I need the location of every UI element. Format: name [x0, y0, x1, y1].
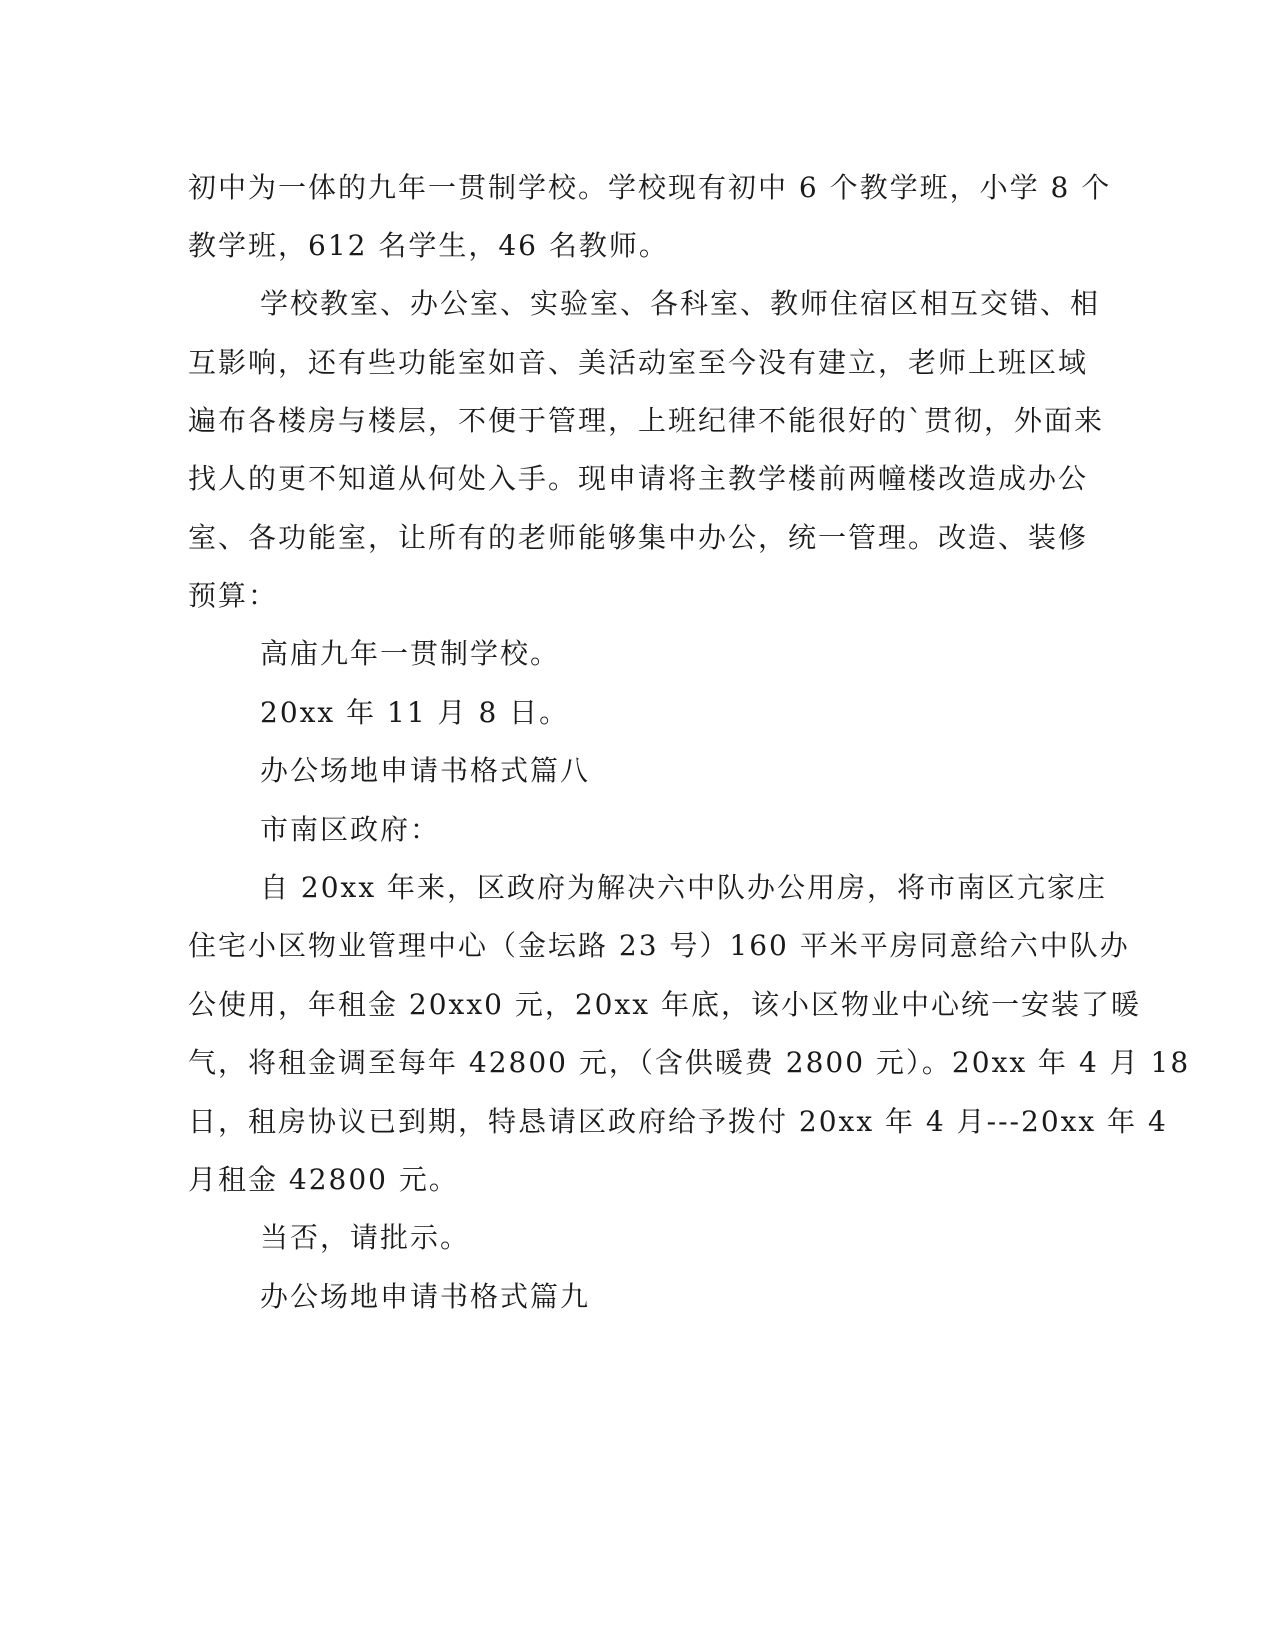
signature-date: 20xx 年 11 月 8 日。 — [260, 696, 570, 729]
paragraph-line: 住宅小区物业管理中心（金坛路 23 号）160 平米平房同意给六中队办 — [188, 929, 1130, 962]
section-heading: 办公场地申请书格式篇八 — [260, 754, 591, 787]
paragraph-line: 日，租房协议已到期，特恳请区政府给予拨付 20xx 年 4 月---20xx 年 4 — [188, 1105, 1168, 1138]
paragraph-line: 找人的更不知道从何处入手。现申请将主教学楼前两幢楼改造成办公 — [188, 462, 1089, 495]
paragraph-line: 室、各功能室，让所有的老师能够集中办公，统一管理。改造、装修 — [188, 521, 1089, 554]
paragraph-line: 自 20xx 年来，区政府为解决六中队办公用房，将市南区亢家庄 — [260, 871, 1108, 904]
addressee: 市南区政府： — [260, 813, 441, 846]
signature-school: 高庙九年一贯制学校。 — [260, 637, 561, 670]
paragraph-line: 气，将租金调至每年 42800 元，（含供暖费 2800 元）。20xx 年 4 月 18 — [188, 1046, 1191, 1079]
paragraph-line: 预算： — [188, 579, 279, 612]
paragraph-line: 初中为一体的九年一贯制学校。学校现有初中 6 个教学班，小学 8 个 — [188, 171, 1112, 204]
paragraph-line: 遍布各楼房与楼层，不便于管理，上班纪律不能很好的`贯彻，外面来 — [188, 404, 1105, 437]
paragraph-line: 公使用，年租金 20xx0 元，20xx 年底，该小区物业中心统一安装了暖 — [188, 988, 1141, 1021]
paragraph-line: 教学班，612 名学生，46 名教师。 — [188, 229, 669, 262]
paragraph-line: 学校教室、办公室、实验室、各科室、教师住宿区相互交错、相 — [260, 287, 1101, 320]
closing-line: 当否，请批示。 — [260, 1221, 471, 1254]
section-heading: 办公场地申请书格式篇九 — [260, 1280, 591, 1313]
paragraph-line: 月租金 42800 元。 — [188, 1163, 459, 1196]
paragraph-line: 互影响，还有些功能室如音、美活动室至今没有建立，老师上班区域 — [188, 346, 1089, 379]
